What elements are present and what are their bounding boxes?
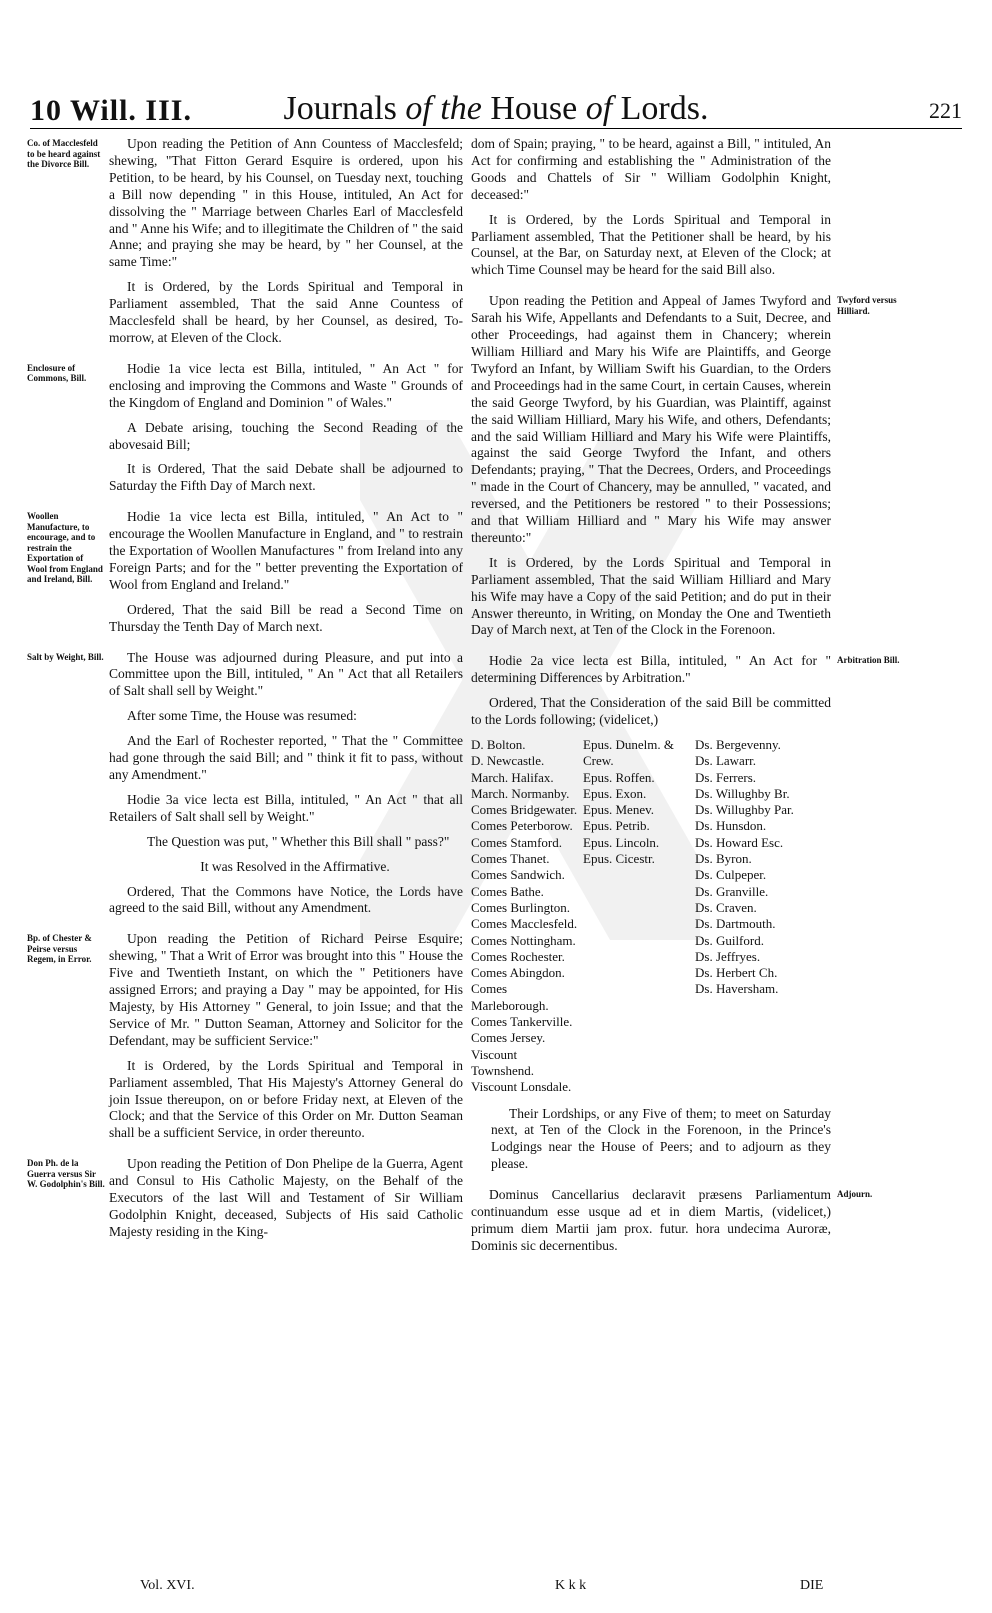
title-word-of-the: of the (405, 90, 482, 127)
lord-name: Epus. Lincoln. (583, 834, 660, 850)
paragraph: It was Resolved in the Affirmative. (200, 858, 390, 874)
entry-enclosure (27, 360, 463, 495)
lord-name: Ds. Herbert Ch. (695, 965, 778, 981)
lord-name: Viscount Townshend. (471, 1046, 535, 1078)
title-word-of: of (585, 90, 613, 127)
lord-name: Comes Thanet. (471, 851, 550, 867)
title-word-house: House (490, 90, 578, 127)
lord-name: Ds. Ferrers. (695, 769, 757, 785)
paragraph: Hodie 2a vice lecta est Billa, intituled, " An Act for " determining Differences by Arbitration." (471, 653, 831, 686)
page-number: 221 (929, 98, 962, 123)
entry-macclesfeld (27, 136, 463, 347)
lord-name: Ds. Hunsdon. (695, 818, 767, 834)
lord-name: Epus. Petrib. (583, 818, 650, 834)
journal-title (30, 90, 962, 128)
paragraph: It is Ordered, by the Lords Spiritual and Temporal in Parliament assembled, That the said William Hilliard and Mary his Wife may have a Copy of the said Petition; and do put in their Answer thereunto, in Writing, on Monday the One and Twentieth Day of March next, at Ten of the Clock in the Forenoon. (471, 554, 831, 638)
lord-name: Epus. Exon. (583, 785, 647, 801)
lord-name: D. Newcastle. (471, 753, 545, 769)
paragraph: It is Ordered, by the Lords Spiritual and Temporal in Parliament assembled, That His Majesty's Attorney General do join Issue thereupon, on or before Friday next, at Eleven of the Clock; and that the Service of this Order on Mr. Dutton Seaman shall be a sufficient Service, in order thereunto. (109, 1057, 463, 1141)
entry-woollen (27, 509, 463, 635)
lord-name: Ds. Lawarr. (695, 753, 757, 769)
lord-name: Ds. Haversham. (695, 981, 779, 997)
entry-guerra (27, 1156, 463, 1241)
committee-list (471, 737, 831, 1096)
paragraph: Dominus Cancellarius declaravit præsens Parliamentum continuandum esse usque ad et in diem Martis, (videlicet,) primum diem Martii jam prox. futur. hora undecima Auroræ, Dominis sic decernentibus. (471, 1187, 831, 1253)
paragraph: The Question was put, " Whether this Bill shall " pass?" (147, 833, 450, 849)
paragraph: Hodie 1a vice lecta est Billa, intituled, " An Act to " encourage the Woollen Manufacture in England, and " to restrain the Exportation of Woollen Manufactures " from Ireland into any Foreign Parts; and for the " better preventing the Exportation of Wool from England and Ireland." (109, 509, 463, 592)
lord-name: Comes Macclesfeld. (471, 916, 578, 932)
header-rule (30, 128, 962, 129)
entry-guerra-cont (471, 136, 831, 279)
paragraph: Ordered, That the Consideration of the said Bill be committed to the Lords following; (videlicet,) (471, 695, 831, 728)
title-word-lords: Lords. (620, 90, 709, 127)
margin-note: Enclosure of Commons, Bill. (27, 362, 87, 384)
margin-note: Co. of Macclesfeld to be heard against the Divorce Bill. (27, 138, 101, 169)
lord-name: Comes Marleborough. (471, 981, 549, 1013)
paragraph: Hodie 3a vice lecta est Billa, intituled, " An Act " that all Retailers of Salt shall sell by Weight." (109, 791, 463, 824)
paragraph: Upon reading the Petition and Appeal of James Twyford and Sarah his Wife, Appellants and Defendants to a Suit, Decree, and other Proceedings, had against them in Chancery; wherein William Hilliard and Mary his Wife are Plaintiffs, and George Twyford an Infant, by William Swift his Guardian, to the Orders and Proceedings had in the same Court, in certain Causes, wherein the said George Twyford, by his Guardian, was Plaintiff, against the said William Hilliard, Mary his Wife, and others, Defendants; and the said William Hilliard and Mary his Wife were Plaintiffs, against the said George Twyford the Infant, and others Defendants; praying, " That the Decrees, Orders, and Proceedings " made in the Court of Chancery, may be annulled, " vacated, and reversed, and the Petitioners be restored " to their Possessions; and that William Hilliard and " Mary his Wife may answer thereunto:" (471, 293, 831, 545)
margin-note: Don Ph. de la Guerra versus Sir W. Godolphin's Bill. (27, 1158, 105, 1190)
lord-name: Epus. Cicestr. (583, 851, 655, 867)
lord-name: Comes Peterborow. (471, 818, 573, 834)
catchword: DIE (800, 1578, 824, 1593)
margin-note: Arbitration Bill. (837, 655, 900, 666)
lord-name: Comes Abingdon. (471, 965, 565, 981)
lord-name: Comes Sandwich. (471, 867, 565, 883)
lord-name: Ds. Guilford. (695, 932, 764, 948)
paragraph: After some Time, the House was resumed: (127, 708, 357, 724)
entry-chester (27, 931, 463, 1142)
paragraph: Upon reading the Petition of Ann Countess of Macclesfeld; shewing, "That Fitton Gerard Esquire is ordered, upon his Petition, to be heard, by his Counsel, on Tuesday next, touching a Bill now depending " in this House, intituled, An Act for dissolving the " Marriage between Charles Earl of Macclesfeld and " Anne his Wife; and to illegitimate the Children of " the said Anne; and praying she may be heard, by " her Counsel, at the same Time:" (109, 136, 463, 270)
paragraph: dom of Spain; praying, " to be heard, against a Bill, " intituled, An Act for confirming and establishing the " Administration of the Goods and Chattels of Sir " William Godolphin Knight, deceased:" (471, 136, 831, 202)
paragraph: Hodie 1a vice lecta est Billa, intituled, " An Act " for enclosing and improving the Commons and Waste " Grounds of the Kingdom of England and Dominion " of Wales." (109, 360, 463, 410)
lord-name: Epus. Menev. (583, 802, 655, 818)
lord-name: Ds. Jeffryes. (695, 948, 761, 964)
lord-name: Viscount Lonsdale. (471, 1079, 572, 1095)
lord-name: Comes Rochester. (471, 948, 565, 964)
lords-column-2 (583, 737, 695, 1096)
title-word-journals: Journals (283, 90, 397, 127)
entry-adjourn (471, 1187, 873, 1255)
lord-name: Ds. Culpeper. (695, 867, 767, 883)
entry-twyford (471, 293, 897, 639)
paragraph: A Debate arising, touching the Second Reading of the abovesaid Bill; (109, 419, 463, 452)
left-column (27, 136, 463, 1255)
lord-name: Ds. Howard Esc. (695, 834, 784, 850)
paragraph: It is Ordered, by the Lords Spiritual and Temporal in Parliament assembled, That the said Anne Countess of Macclesfeld shall be heard, by her Counsel, as desired, To-morrow, at Eleven of the Clock. (109, 279, 463, 345)
lord-name: Ds. Byron. (695, 851, 752, 867)
margin-note: Bp. of Chester & Peirse versus Regem, in Error. (27, 933, 92, 965)
lord-name: Epus. Roffen. (583, 769, 655, 785)
paragraph: The House was adjourned during Pleasure, and put into a Committee upon the Bill, intituled, " An " Act that all Retailers of Salt shall sell by Weight." (109, 649, 463, 699)
signature-mark: K k k (555, 1578, 587, 1593)
lord-name: March. Halifax. (471, 769, 554, 785)
paragraph: And the Earl of Rochester reported, " That the " Committee had gone through the said Bill; and " think it fit to pass, without any Amendment." (109, 733, 463, 782)
lord-name: Comes Burlington. (471, 899, 570, 915)
regnal-year: 10 Will. III. (30, 94, 192, 127)
lord-name: Comes Tankerville. (471, 1014, 573, 1030)
paragraph: Upon reading the Petition of Richard Peirse Esquire; shewing, " That a Writ of Error was brought into this " House the Five and Twentieth Instant, on which the " Petitioners have assigned Errors; and praying a Day " may be appointed, for His Majesty, by His Attorney " General, to join Issue; and that the Service of Mr. " Dutton Seaman, Attorney and Solicitor for the Defendant, may be sufficient Service:" (109, 931, 463, 1048)
lord-name: March. Normanby. (471, 785, 570, 801)
margin-note: Twyford versus Hilliard. (837, 295, 897, 316)
lord-name: Ds. Willughby Par. (695, 802, 794, 818)
margin-note: Woollen Manufacture, to encourage, and to restrain the Exportation of Wool from England and Ireland, Bill. (27, 511, 103, 585)
volume-label: Vol. XVI. (140, 1578, 195, 1593)
lord-name: Ds. Dartmouth. (695, 916, 776, 932)
lord-name: Epus. Dunelm. & Crew. (583, 737, 674, 769)
entry-arbitration (471, 653, 900, 1173)
paragraph: Ordered, That the said Bill be read a Second Time on Thursday the Tenth Day of March next. (109, 601, 463, 634)
paragraph: Ordered, That the Commons have Notice, the Lords have agreed to the said Bill, without any Amendment. (109, 883, 463, 916)
margin-note: Adjourn. (837, 1189, 873, 1200)
lord-name: Ds. Willughby Br. (695, 785, 790, 801)
paragraph: It is Ordered, by the Lords Spiritual and Temporal in Parliament assembled, That the Petitioner shall be heard, by his Counsel, at the Bar, on Saturday next, at Eleven of the Clock; at which Time Counsel may be heard for the said Bill also. (471, 211, 831, 278)
paragraph: Upon reading the Petition of Don Phelipe de la Guerra, Agent and Consul to His Catholic Majesty, on the Behalf of the Executors of the last Will and Testament of Sir William Godolphin Knight, deceased, Subjects of His said Catholic Majesty residing in the King- (109, 1156, 463, 1239)
paragraph: Their Lordships, or any Five of them; to meet on Saturday next, at Ten of the Clock in the Forenoon, in the Prince's Lodgings near the House of Peers; and to adjourn as they please. (491, 1105, 831, 1172)
lords-column-3 (695, 737, 825, 1096)
right-column (471, 136, 900, 1269)
lord-name: Comes Stamford. (471, 834, 562, 850)
lord-name: Comes Jersey. (471, 1030, 546, 1046)
lord-name: Ds. Granville. (695, 883, 769, 899)
lord-name: Comes Bridgewater. (471, 802, 578, 818)
lord-name: Ds. Craven. (695, 899, 757, 915)
lords-column-1 (471, 737, 583, 1096)
lord-name: Comes Bathe. (471, 883, 544, 899)
lord-name: D. Bolton. (471, 737, 526, 752)
entry-salt (27, 649, 463, 918)
paragraph: It is Ordered, That the said Debate shall be adjourned to Saturday the Fifth Day of March next. (109, 461, 463, 494)
lord-name: Comes Nottingham. (471, 932, 576, 948)
lord-name: Ds. Bergevenny. (695, 737, 781, 752)
margin-note: Salt by Weight, Bill. (27, 651, 104, 662)
